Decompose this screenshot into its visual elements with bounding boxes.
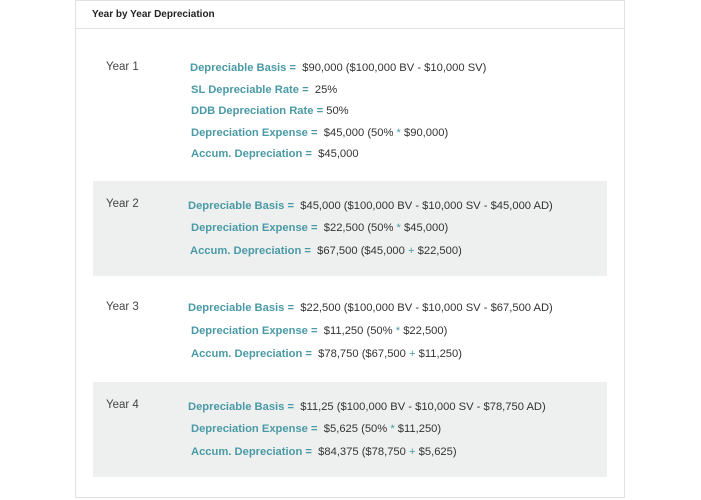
year-label: Year 1 xyxy=(106,61,139,73)
year-label: Year 2 xyxy=(106,198,139,210)
row-value-part2: $5,625) xyxy=(418,446,457,458)
row-label: Accum. Depreciation = xyxy=(190,245,311,257)
depreciable-basis-row xyxy=(188,199,553,213)
row-value-part1: $84,375 ($78,750 xyxy=(318,446,406,458)
depreciation-expense-row xyxy=(191,126,448,140)
sl-rate-row xyxy=(191,83,337,97)
depreciable-basis-row xyxy=(188,301,553,315)
row-value-part2: $90,000) xyxy=(404,127,449,139)
accum-depreciation-row xyxy=(190,244,462,258)
row-value-part2: $11,250) xyxy=(397,423,442,435)
row-label: Depreciable Basis = xyxy=(188,200,295,212)
row-value-part2: $22,500) xyxy=(403,325,448,337)
year-block-4 xyxy=(93,382,607,477)
depreciation-panel xyxy=(75,0,625,498)
row-label: Accum. Depreciation = xyxy=(191,148,312,160)
row-label: SL Depreciable Rate = xyxy=(191,84,309,96)
row-value: $22,500 ($100,000 BV - $10,000 SV - $67,500 AD) xyxy=(300,302,553,314)
row-label: Accum. Depreciation = xyxy=(191,348,312,360)
year-label: Year 4 xyxy=(106,399,139,411)
row-label: Depreciable Basis = xyxy=(188,302,295,314)
row-value-part2: $22,500) xyxy=(417,245,462,257)
operator: * xyxy=(396,127,401,139)
row-value-part1: $78,750 ($67,500 xyxy=(318,348,406,360)
ddb-rate-row xyxy=(191,104,349,118)
panel-title: Year by Year Depreciation xyxy=(92,9,215,20)
row-value-part1: $22,500 (50% xyxy=(323,222,394,234)
row-label: Accum. Depreciation = xyxy=(191,446,312,458)
row-value-part1: $45,000 (50% xyxy=(323,127,394,139)
row-value-part1: $67,500 ($45,000 xyxy=(317,245,405,257)
panel-header xyxy=(76,1,624,29)
year-block-1 xyxy=(93,47,607,175)
row-label: Depreciation Expense = xyxy=(191,127,318,139)
row-value-part1: $5,625 (50% xyxy=(323,423,388,435)
row-value: $45,000 xyxy=(318,148,359,160)
row-value: $11,25 ($100,000 BV - $10,000 SV - $78,750 AD) xyxy=(300,401,546,413)
row-value-part2: $45,000) xyxy=(404,222,449,234)
row-value: $45,000 ($100,000 BV - $10,000 SV - $45,000 AD) xyxy=(300,200,553,212)
depreciation-expense-row xyxy=(191,422,441,436)
operator: * xyxy=(390,423,395,435)
operator: * xyxy=(396,222,401,234)
row-label: Depreciation Expense = xyxy=(191,325,318,337)
row-label: Depreciable Basis = xyxy=(190,62,297,74)
accum-depreciation-row xyxy=(191,347,462,361)
row-label: Depreciable Basis = xyxy=(188,401,295,413)
operator: + xyxy=(408,348,416,360)
row-value: 25% xyxy=(314,84,338,96)
depreciation-expense-row xyxy=(191,221,448,235)
accum-depreciation-row xyxy=(191,147,359,161)
row-label: DDB Depreciation Rate = xyxy=(191,105,324,117)
depreciable-basis-row xyxy=(188,400,546,414)
operator: + xyxy=(408,446,416,458)
year-label: Year 3 xyxy=(106,301,139,313)
depreciation-expense-row xyxy=(191,324,447,338)
operator: + xyxy=(407,245,415,257)
row-value-part1: $11,250 (50% xyxy=(323,325,393,337)
year-block-3 xyxy=(93,283,607,378)
year-block-2 xyxy=(93,181,607,276)
accum-depreciation-row xyxy=(191,445,457,459)
depreciable-basis-row xyxy=(190,61,486,75)
row-label: Depreciation Expense = xyxy=(191,423,318,435)
row-label: Depreciation Expense = xyxy=(191,222,318,234)
row-value: $90,000 ($100,000 BV - $10,000 SV) xyxy=(302,62,487,74)
operator: * xyxy=(395,325,401,337)
row-value-part2: $11,250) xyxy=(418,348,462,360)
row-value: 50% xyxy=(326,105,349,117)
